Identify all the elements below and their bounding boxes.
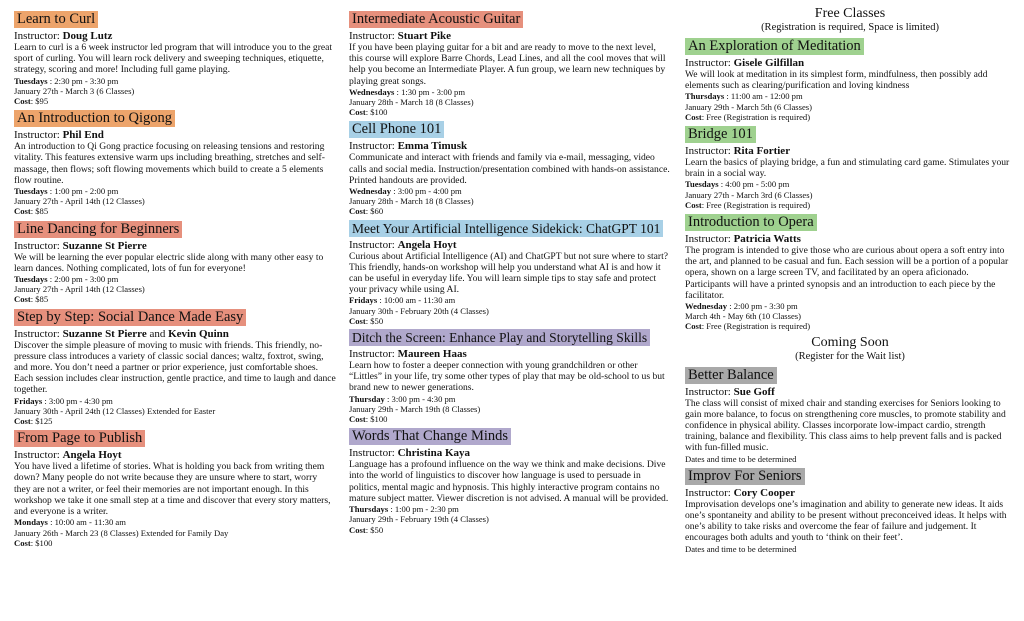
course-instructor: Instructor: Phil End [14, 129, 104, 142]
course-title: Line Dancing for Beginners [14, 221, 182, 238]
course-instructor: Instructor: Angela Hoyt [14, 449, 122, 462]
course-day-time: Wednesdays : 1:30 pm - 3:00 pm [349, 86, 466, 97]
course-bridge [685, 125, 1015, 210]
coming-soon-heading: Coming Soon [811, 334, 889, 350]
course-instructor: Instructor: Gisele Gilfillan [685, 57, 805, 69]
course-cost: Cost: Free (Registration is required) [685, 321, 811, 332]
coming-soon-subheading: (Register for the Wait list) [795, 350, 905, 362]
free-classes-subheading: (Registration is required, Space is limited) [761, 22, 939, 33]
course-cost: Cost: $60 [349, 206, 384, 217]
course-day-time: Mondays : 10:00 am - 11:30 am [14, 517, 126, 528]
course-line-dancing [14, 220, 336, 305]
course-title: Better Balance [685, 367, 777, 384]
course-title: Intermediate Acoustic Guitar [349, 11, 523, 28]
course-description: An introduction to Qi Gong practice focusing on releasing tensions and restoring vitality. This features extensive warm ups including breathing, stretches and self-massage, then flows; soft flowing movements which build to create a 5 elements flow routine. [14, 141, 325, 186]
course-chatgpt [349, 220, 671, 326]
course-day-time: Thursday : 3:00 pm - 4:30 pm [349, 393, 456, 404]
course-instructor: Instructor: Rita Fortier [685, 145, 791, 158]
course-cost: Cost: $50 [349, 315, 384, 326]
course-description: The program is intended to give those who are curious about opera a soft entry into the art, and planned to be casual and fun. Each session will be a portion of a popular opera, shown on a large screen TV, and facilitated by an opera aficionado. Participants will have a printed synopsis and an introduction to each piece by the facilitator. [685, 245, 1009, 301]
course-dates: March 4th - May 6th (10 Classes) [685, 311, 801, 322]
course-dates: January 27th - April 14th (12 Classes) [14, 196, 145, 207]
course-description: The class will consist of mixed chair and standing exercises for Seniors looking to gain more balance, to focus on strengthening core muscles, to promote stability and confidence in physical ability. Classes incorporate low-impact cardio, strength training, balance and flexibility. This class aims to help prevent falls and is packed with fun-filled music. [685, 397, 1006, 454]
course-cost: Cost: $125 [14, 416, 53, 427]
course-instructor: Instructor: Maureen Haas [349, 348, 467, 361]
course-instructor: Instructor: Angela Hoyt [349, 238, 457, 251]
course-learn-to-curl [14, 10, 336, 106]
course-title: Learn to Curl [14, 11, 98, 28]
course-dates: January 29th - March 19th (8 Classes) [349, 403, 481, 414]
course-page-to-publish [14, 429, 336, 548]
course-ditch-the-screen [349, 329, 671, 424]
course-description: Communicate and interact with friends and family via e-mail, messaging, video calls and social media. Instruction/presentation combined with hands-on assistance. Printed handouts are provided. [349, 152, 670, 186]
course-qigong [14, 109, 336, 216]
column-2 [349, 10, 671, 538]
course-dates: January 30th - April 24th (12 Classes) Extended for Easter [14, 405, 216, 416]
course-dates: January 30th - February 20th (4 Classes) [349, 305, 489, 316]
course-description: Discover the simple pleasure of moving to music with friends. This friendly, no-pressure class introduces a variety of classic social dances; waltz, foxtrot, swing, and more. You don’t need a partner or prior experience, just comfortable shoes. Each session includes clear instruction, gentle practice, and time to laugh and dance together. [14, 339, 336, 396]
course-description: You have lived a lifetime of stories. What is holding you back from writing them down? Many people do not write because they are unsure where to start, worry they are not a writer, or feel their memories are not important enough. In this workshop we take it one small step at a time and discover that every story matters, and everyone is a writer. [14, 461, 331, 518]
course-cost: Cost: $85 [14, 294, 49, 305]
course-title: Introduction to Opera [685, 214, 817, 231]
course-dates: January 29th - March 5th (6 Classes) [685, 101, 812, 112]
course-instructor: Instructor: Christina Kaya [349, 447, 471, 460]
course-day-time: Tuesdays : 2:30 pm - 3:30 pm [14, 75, 119, 86]
course-day-time: Wednesday : 3:00 pm - 4:00 pm [349, 186, 462, 197]
course-instructor: Instructor: Emma Timusk [349, 140, 468, 153]
course-dates: January 28th - March 18 (8 Classes) [349, 97, 474, 108]
course-social-dance [14, 308, 336, 427]
column-1 [14, 10, 336, 551]
course-instructor: Instructor: Stuart Pike [349, 30, 452, 42]
course-instructor: Instructor: Patricia Watts [685, 233, 801, 246]
course-description: If you have been playing guitar for a bit and are ready to move to the next level, this course will explore Barre Chords, Lead Lines, and all the cool moves that will help you become an Intermediate Player. A fun group, we learn new techniques by playing great songs. [349, 42, 666, 87]
course-instructor: Instructor: Suzanne St Pierre [14, 239, 147, 252]
course-instructor: Instructor: Suzanne St Pierre and Kevin Quinn [14, 327, 229, 340]
course-dates: January 26th - March 23 (8 Classes) Extended for Family Day [14, 527, 229, 538]
course-cost: Cost: $100 [349, 107, 388, 118]
course-instructor: Instructor: Cory Cooper [685, 486, 795, 499]
course-cost: Cost: $100 [14, 537, 53, 548]
course-day-time: Fridays : 3:00 pm - 4:30 pm [14, 395, 113, 406]
course-day-time: Fridays : 10:00 am - 11:30 am [349, 295, 456, 306]
course-description: Learn to curl is a 6 week instructor led program that will introduce you to the great sport of curling. You will learn rock delivery and sweeping techniques, etiquette, strategy, scoring and more! Including full game playing. [14, 42, 333, 76]
course-cost: Cost: $95 [14, 96, 49, 107]
course-words-change-minds [349, 427, 671, 534]
course-title: Meet Your Artificial Intelligence Sidekick: ChatGPT 101 [349, 220, 663, 237]
course-cost: Cost: $100 [349, 414, 388, 425]
course-dates: January 29th - February 19th (4 Classes) [349, 514, 489, 525]
course-note: Dates and time to be determined [685, 453, 797, 464]
course-description: Learn the basics of playing bridge, a fun and stimulating card game. Stimulates your brain in a social way. [685, 157, 1010, 180]
course-title: An Exploration of Meditation [685, 38, 864, 55]
course-dates: January 27th - April 14th (12 Classes) [14, 284, 145, 295]
course-cost: Cost: Free (Registration is required) [685, 199, 811, 210]
course-instructor: Instructor: Sue Goff [685, 385, 775, 398]
course-description: Curious about Artificial Intelligence (AI) and ChatGPT but not sure where to start? This friendly, hands-on workshop will help you understand what AI is and how it can be useful in everyday life. You will learn simple tips to stay safe and protect your privacy while using AI. [349, 250, 669, 296]
course-cost: Cost: $85 [14, 206, 49, 217]
course-dates: January 27th - March 3rd (6 Classes) [685, 189, 813, 200]
course-improv [685, 467, 1015, 554]
column-3 [685, 6, 1015, 557]
course-cost: Cost: Free (Registration is required) [685, 111, 811, 122]
course-day-time: Tuesdays : 2:00 pm - 3:00 pm [14, 274, 119, 285]
course-cost: Cost: $50 [349, 524, 384, 535]
course-title: Improv For Seniors [685, 468, 805, 485]
course-acoustic-guitar [349, 10, 671, 117]
course-cell-phone [349, 120, 671, 216]
course-day-time: Thursdays : 1:00 pm - 2:30 pm [349, 504, 459, 515]
course-day-time: Tuesdays : 4:00 pm - 5:00 pm [685, 179, 790, 190]
course-dates: January 27th - March 3 (6 Classes) [14, 85, 135, 96]
course-dates: January 28th - March 18 (8 Classes) [349, 196, 474, 207]
course-title: An Introduction to Qigong [14, 110, 175, 127]
course-title: Ditch the Screen: Enhance Play and Storytelling Skills [349, 329, 650, 346]
course-title: Step by Step: Social Dance Made Easy [14, 309, 246, 326]
course-day-time: Tuesdays : 1:00 pm - 2:00 pm [14, 186, 119, 197]
course-description: We will look at meditation in its simplest form, mindfulness, then possibly add elements such as clearing/purification and loving kindness [685, 69, 988, 92]
course-title: From Page to Publish [14, 430, 145, 447]
course-day-time: Wednesday : 2:00 pm - 3:30 pm [685, 301, 798, 312]
course-better-balance [685, 366, 1015, 464]
free-classes-heading: Free Classes [814, 6, 886, 21]
course-description: Improvisation develops one’s imagination and ability to generate new ideas. It aids one’s spontaneity and ability to be present without preconceived ideas. It helps with one’s ability to take risks and overcome the fear of failure and judgement. It encourages both adults and youth to ‘think on their feet’. [685, 498, 1007, 544]
course-meditation [685, 37, 1015, 122]
course-title: Bridge 101 [685, 126, 756, 143]
course-description: We will be learning the ever popular electric slide along with many other easy to learn dances. Nothing complicated, lots of fun for everyone! [14, 251, 324, 274]
course-day-time: Thursdays : 11:00 am - 12:00 pm [685, 91, 803, 102]
course-instructor: Instructor: Doug Lutz [14, 30, 113, 42]
course-title: Words That Change Minds [349, 428, 511, 445]
course-description: Learn how to foster a deeper connection with young grandchildren or other “Littles” in your life, try some other types of play that may be old-school to us but brand new to newer generations. [349, 360, 665, 394]
course-description: Language has a profound influence on the way we think and make decisions. Dive into the world of linguistics to discover how language is used to persuade in politics, mental magic and hypnosis. This highly interactive program contains no mature subject matter. Viewer discretion is not advised. A manual will be provided. [349, 459, 669, 504]
course-title: Cell Phone 101 [349, 121, 444, 138]
course-opera [685, 213, 1015, 332]
course-note: Dates and time to be determined [685, 543, 797, 554]
